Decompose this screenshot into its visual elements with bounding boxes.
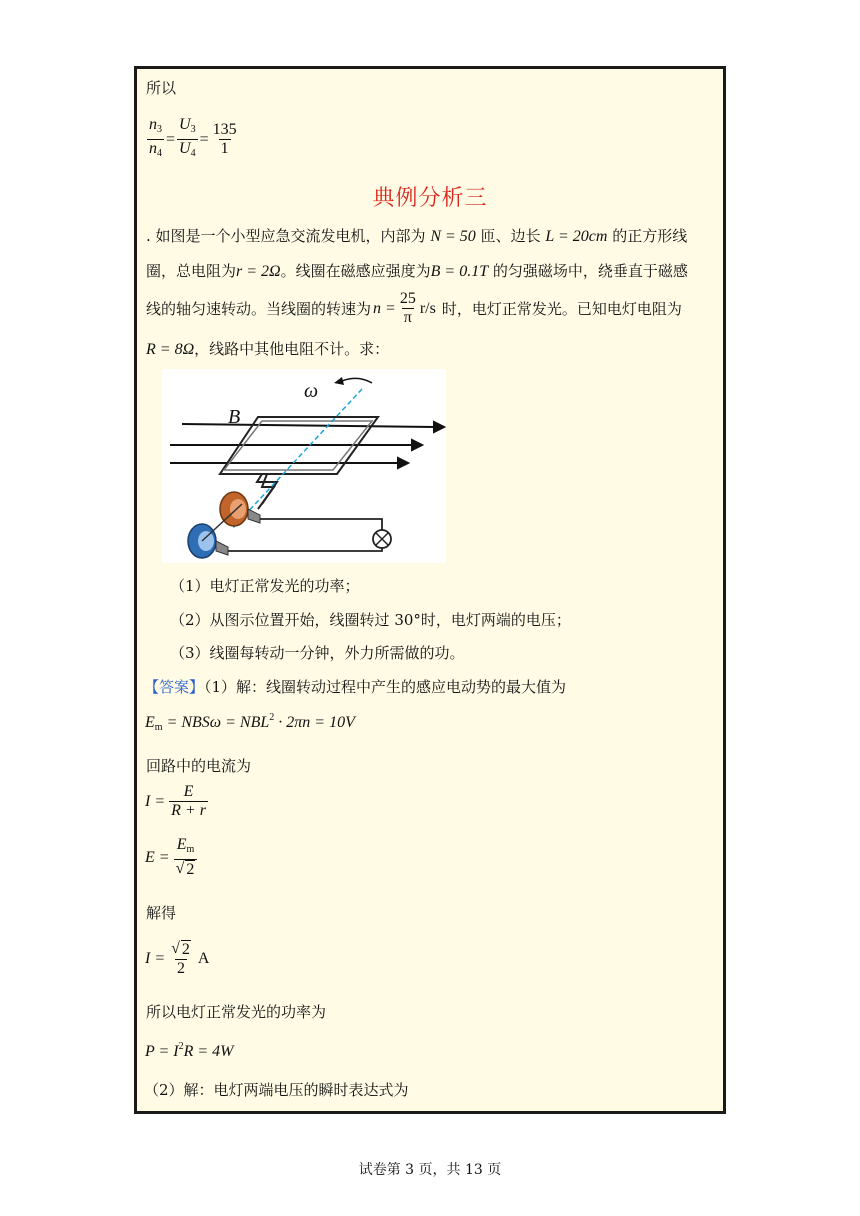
current-result-equation: I = √ 2 2 A [145,940,210,977]
emf-max-equation: $E_m = NBS\omega = NBL^2 \cdot 2\pi n = 10V$ [145,712,355,733]
answer-tag: 【答案】 [144,678,205,696]
power-equation: $P = I^2R = 4W$ [145,1041,234,1060]
ratio-u-frac: $\frac{U_3}{U_4}$ [177,116,198,163]
problem-line-2: 圈，总电阻为r = 2Ω。线圈在磁感应强度为B = 0.1T 的匀强磁场中，绕垂直于磁感 [146,262,688,280]
speed-frac: $\frac{25}{\pi}$ [399,290,416,326]
question-1: （1）电灯正常发光的功率； [170,577,360,595]
solve-text: 解得 [146,904,177,922]
power-text: 所以电灯正常发光的功率为 [146,1003,327,1021]
section-title: 典例分析三 [372,186,488,211]
question-3: （3）线圈每转动一分钟，外力所需做的功。 [170,644,465,662]
answer-line-1: 【答案】（1）解：线圈转动过程中产生的感应电动势的最大值为 [144,678,567,696]
problem-line-4: R = 8Ω，线路中其他电阻不计。求： [146,340,390,358]
ratio-n-frac: $\frac{n_3}{n_4}$ [147,116,164,163]
current-equation: I = $\frac{E}{R + r}$ [145,783,206,819]
page-footer: 试卷第 3 页，共 13 页 [358,1162,502,1178]
problem-line-3: 线的轴匀速转动。当线圈的转速为 n = $\frac{25}{\pi}$ r/s 时，电灯正常发光。已知电灯电阻为 [146,290,682,326]
generator-diagram [162,369,446,563]
effective-emf-equation: E = $E_m$ √ 2 [145,836,199,879]
question-2: （2）从图示位置开始，线圈转过 30°时，电灯两端的电压； [170,611,571,629]
ratio-value-frac: $\frac{135}{1}$ [212,121,237,157]
problem-line-1: . 如图是一个小型应急交流发电机，内部为 N = 50 匝、边长 L = 20cm 的正方形线 [146,227,688,245]
current-text: 回路中的电流为 [146,757,252,775]
ratio-equation: $\frac{n_3}{n_4}$ = $\frac{U_3}{U_4}$ = $\frac{135}{1}$ [145,116,241,163]
b-field-label: B [228,406,241,428]
generator-figure [162,369,446,563]
omega-label: ω [304,380,319,402]
intro-text: 所以 [146,79,177,97]
part-2-text: （2）解：电灯两端电压的瞬时表达式为 [144,1081,409,1099]
